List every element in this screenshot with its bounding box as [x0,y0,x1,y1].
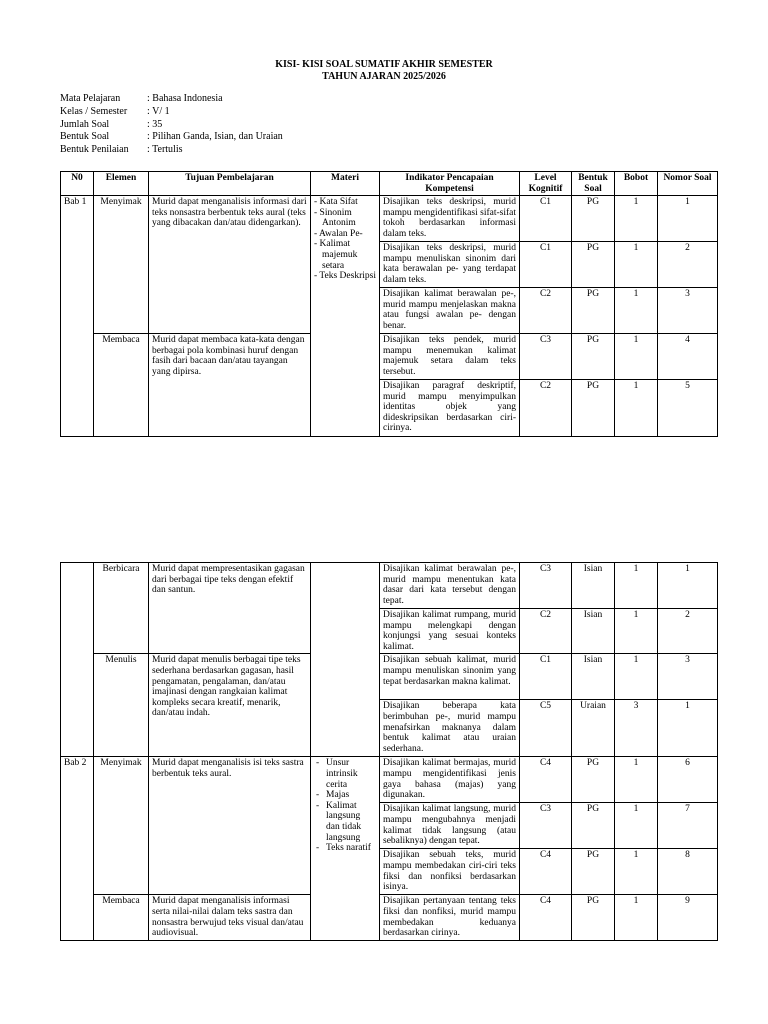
bentuk-cell: PG [572,895,615,941]
list-item: - Kata Sifat [314,197,358,207]
indikator-cell: Disajikan kalimat berawalan pe-, murid mampu menentukan kata dasar dari kata tersebut dengan tepat. [380,563,520,609]
elemen-cell: Membaca [94,334,149,437]
indikator-cell: Disajikan kalimat langsung, murid mampu mengubahnya menjadi kalimat tidak langsung (atau sebaliknya) dengan tepat. [380,803,520,849]
table-row [61,196,718,242]
bentuk-cell: PG [572,196,615,242]
kisi-kisi-table-part2 [60,562,718,941]
bobot-cell: 1 [615,609,658,654]
level-cell: C4 [520,895,572,941]
bentuk-cell: PG [572,849,615,895]
level-cell: C3 [520,803,572,849]
indikator-cell: Disajikan kalimat bermajas, murid mampu mengidentifikasi jenis gaya bahasa (majas) yang digunakan. [380,757,520,803]
nomor-cell: 7 [658,803,718,849]
header-tujuan: Tujuan Pembelajaran [149,172,311,196]
materi-cell [311,757,380,941]
materi-list [314,758,376,853]
level-cell: C1 [520,242,572,288]
table-row [61,895,718,941]
level-cell: C3 [520,334,572,380]
bentuk-cell: PG [572,242,615,288]
meta-row [60,93,283,106]
kisi-kisi-table-part1 [60,171,718,437]
nomor-cell: 1 [658,196,718,242]
materi-list [314,197,376,282]
list-item-text: Teks naratif [326,843,371,854]
meta-label: Mata Pelajaran [60,93,121,104]
bobot-cell: 1 [615,757,658,803]
level-cell: C1 [520,654,572,700]
indikator-cell: Disajikan paragraf deskriptif, murid mampu menyimpulkan identitas objek yang dideskripsikan berdasarkan ciri-cirinya. [380,380,520,437]
nomor-cell: 1 [658,563,718,609]
tujuan-cell: Murid dapat mempresentasikan gagasan dari berbagai tipe teks dengan efektif dan santun. [149,563,311,654]
materi-cell [311,196,380,437]
indikator-cell: Disajikan teks deskripsi, murid mampu mengidentifikasi sifat-sifat tokoh berdasarkan informasi dalam teks. [380,196,520,242]
bobot-cell: 1 [615,334,658,380]
nomor-cell: 4 [658,334,718,380]
meta-label: Bentuk Soal [60,131,110,143]
list-item: - Kalimat majemuk setara [314,239,358,271]
level-cell: C4 [520,757,572,803]
bobot-cell: 1 [615,196,658,242]
list-item: - Awalan Pe- [314,228,363,239]
list-item: - Kalimat langsung dan tidak langsung [316,800,362,843]
meta-row [60,131,283,144]
document-meta [60,93,283,157]
meta-label: Jumlah Soal [60,118,110,130]
bab-cell: Bab 2 [61,757,94,941]
document-subtitle: TAHUN AJARAN 2025/2026 [322,71,446,82]
list-item: - Unsur intrinsik cerita [316,758,358,790]
bobot-cell: 1 [615,895,658,941]
indikator-cell: Disajikan sebuah teks, murid mampu membedakan ciri-ciri teks fiksi dan nonfiksi berdasarkan isinya. [380,849,520,895]
meta-label: Bentuk Penilaian [60,144,129,156]
list-item-text: Unsur intrinsik cerita [326,758,358,790]
bobot-cell: 1 [615,849,658,895]
bobot-cell: 1 [615,288,658,334]
tujuan-cell: Murid dapat menulis berbagai tipe teks sederhana berdasarkan gagasan, hasil pengamatan, pengalaman, dan/atau imajinasi dengan rangkaian kalimat kompleks secara kreatif, menarik, dan/atau indah. [149,654,311,757]
tujuan-cell: Murid dapat menganalisis informasi dari teks nonsastra berbentuk teks aural (teks yang dibacakan dan/atau didengarkan). [149,196,311,334]
list-item: - Teks Deskripsi [314,271,376,282]
tujuan-cell: Murid dapat menganalisis informasi serta nilai-nilai dalam teks sastra dan nonsastra berwujud teks visual dan/atau audiovisual. [149,895,311,941]
indikator-cell: Disajikan teks pendek, murid mampu menemukan kalimat majemuk setara dalam teks tersebut. [380,334,520,380]
header-bentuk: Bentuk Soal [572,172,615,196]
nomor-cell: 2 [658,242,718,288]
elemen-cell: Membaca [94,895,149,941]
table-row [61,563,718,609]
bentuk-cell: PG [572,803,615,849]
level-cell: C4 [520,849,572,895]
nomor-cell: 8 [658,849,718,895]
elemen-cell: Menyimak [94,196,149,334]
level-cell: C2 [520,609,572,654]
bentuk-cell: PG [572,757,615,803]
bab-cell [61,563,94,757]
bentuk-cell: PG [572,334,615,380]
bobot-cell: 1 [615,803,658,849]
header-bobot: Bobot [615,172,658,196]
meta-value: : Tertulis [147,144,183,156]
meta-label: Kelas / Semester [60,105,128,117]
nomor-cell: 1 [658,700,718,757]
bentuk-cell: Uraian [572,700,615,757]
list-item: - Sinonim Antonim [314,207,356,229]
indikator-cell: Disajikan teks deskripsi, murid mampu menuliskan sinonim dari kata berawalan pe- yang terdapat dalam teks. [380,242,520,288]
header-materi: Materi [311,172,380,196]
level-cell: C2 [520,288,572,334]
header-indikator: Indikator Pencapaian Kompetensi [380,172,520,196]
indikator-cell: Disajikan kalimat rumpang, murid mampu melengkapi dengan konjungsi yang sesuai konteks kalimat. [380,609,520,654]
header-nomor: Nomor Soal [658,172,718,196]
elemen-cell: Menulis [94,654,149,757]
tujuan-cell: Murid dapat menganalisis isi teks sastra berbentuk teks aural. [149,757,311,895]
level-cell: C5 [520,700,572,757]
bentuk-cell: Isian [572,654,615,700]
level-cell: C2 [520,380,572,437]
elemen-cell: Menyimak [94,757,149,895]
nomor-cell: 9 [658,895,718,941]
meta-value: : V/ 1 [147,105,170,117]
meta-row [60,106,283,119]
header-level: Level Kognitif [520,172,572,196]
list-item: - Majas [316,790,350,801]
list-item-text: Majas [326,790,350,801]
meta-row [60,119,283,132]
bab-cell: Bab 1 [61,196,94,437]
elemen-cell: Berbicara [94,563,149,654]
bobot-cell: 1 [615,654,658,700]
indikator-cell: Disajikan beberapa kata berimbuhan pe-, murid mampu menafsirkan maknanya dalam bentuk kalimat atau uraian sederhana. [380,700,520,757]
meta-value: : Bahasa Indonesia [147,93,223,104]
bobot-cell: 3 [615,700,658,757]
nomor-cell: 2 [658,609,718,654]
materi-cell [311,563,380,757]
bentuk-cell: Isian [572,563,615,609]
list-item-text: Kalimat langsung dan tidak langsung [326,800,362,843]
bentuk-cell: Isian [572,609,615,654]
list-item: - Teks naratif [316,843,371,854]
nomor-cell: 3 [658,654,718,700]
meta-row [60,144,283,157]
bentuk-cell: PG [572,288,615,334]
bobot-cell: 1 [615,563,658,609]
nomor-cell: 5 [658,380,718,437]
header-no: N0 [61,172,94,196]
document-title: KISI- KISI SOAL SUMATIF AKHIR SEMESTER [275,59,493,70]
bentuk-cell: PG [572,380,615,437]
bobot-cell: 1 [615,242,658,288]
table-row [61,334,718,380]
header-elemen: Elemen [94,172,149,196]
table-header-row [61,172,718,196]
meta-value: : Pilihan Ganda, Isian, dan Uraian [147,131,283,143]
nomor-cell: 3 [658,288,718,334]
level-cell: C1 [520,196,572,242]
level-cell: C3 [520,563,572,609]
table-row [61,654,718,700]
nomor-cell: 6 [658,757,718,803]
tujuan-cell: Murid dapat membaca kata-kata dengan berbagai pola kombinasi huruf dengan fasih dari bacaan dan/atau tayangan yang dipirsa. [149,334,311,437]
indikator-cell: Disajikan pertanyaan tentang teks fiksi dan nonfiksi, murid mampu membedakan keduanya berdasarkan cirinya. [380,895,520,941]
table-row [61,757,718,803]
indikator-cell: Disajikan sebuah kalimat, murid mampu menuliskan sinonim yang tepat berdasarkan makna kalimat. [380,654,520,700]
bobot-cell: 1 [615,380,658,437]
meta-value: : 35 [147,118,163,130]
indikator-cell: Disajikan kalimat berawalan pe-, murid mampu menjelaskan makna atau fungsi awalan pe- dengan benar. [380,288,520,334]
